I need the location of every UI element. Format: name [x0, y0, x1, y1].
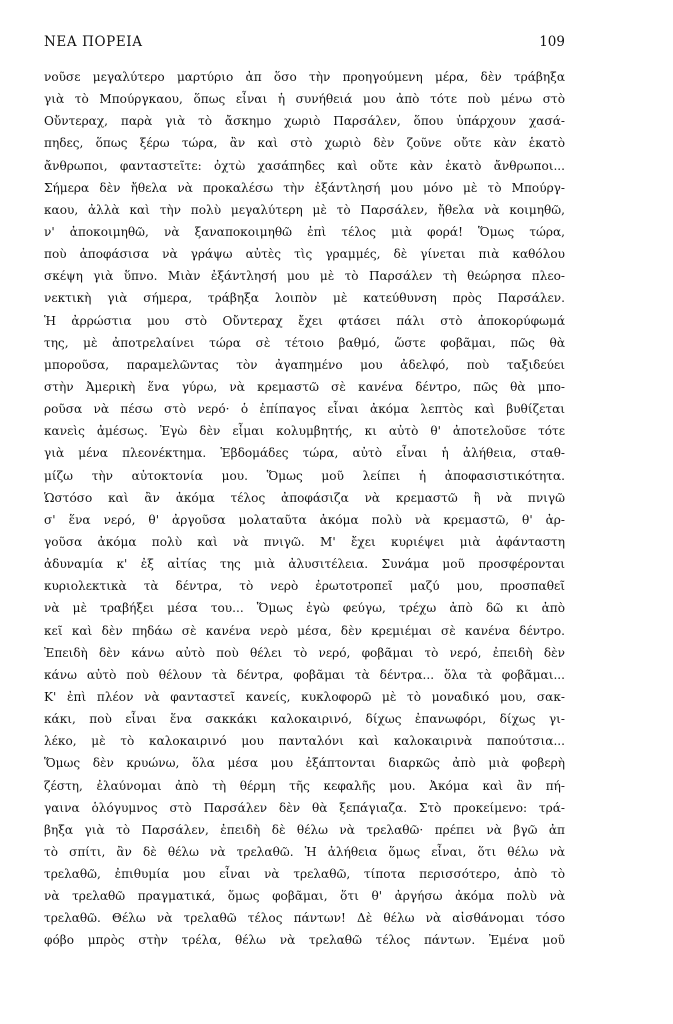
text-line: Ὅμως δὲν κρυώνω, ὅλα μέσα μου ἐξάπτονται διαρκῶς ἀπὸ μιὰ φοβερὴ [44, 756, 565, 771]
text-line: νὰ τρελαθῶ πραγματικά, ὅμως φοβᾶμαι, ὅτι θ' ἀργήσω ἀκόμα πολὺ νὰ [44, 889, 565, 904]
text-line: γιὰ μένα πλεονέκτημα. Ἑβδομάδες τώρα, αὐτὸ εἶναι ἡ ἀλήθεια, σταθ- [44, 446, 565, 461]
text-line: Ἡ ἀρρώστια μου στὸ Οὔντεραχ ἔχει φτάσει πάλι στὸ ἀποκορύφωμά [44, 313, 565, 328]
text-line: Σήμερα δὲν ἤθελα νὰ προκαλέσω τὴν ἐξάντλησή μου μόνο μὲ τὸ Μπούργ- [44, 180, 565, 195]
text-line: σ' ἕνα νερό, θ' ἀργοῦσα μολαταῦτα ἀκόμα πολὺ νὰ κρεμαστῶ, θ' ἀρ- [44, 512, 565, 527]
text-line: Ἐπειδὴ δὲν κάνω αὐτὸ ποὺ θέλει τὸ νερό, φοβᾶμαι τὸ νερό, ἐπειδὴ δὲν [44, 645, 565, 660]
text-line: γιὰ τὸ Μπούργκαου, ὅπως εἶναι ἡ συνήθειά μου ἀπὸ τότε ποὺ μένω στὸ [44, 92, 565, 107]
text-line: νὰ μὲ τραβήξει μέσα του... Ὅμως ἐγὼ φεύγω, τρέχω ἀπὸ δῶ κι ἀπὸ [44, 601, 565, 616]
text-line: κανεὶς ἀμέσως. Ἐγὼ δὲν εἶμαι κολυμβητής, κι αὐτὸ θ' ἀποτελοῦσε τότε [44, 424, 565, 439]
running-head [44, 34, 565, 56]
text-line: βηξα γιὰ τὸ Παρσάλεν, ἐπειδὴ δὲ θέλω νὰ τρελαθῶ· πρέπει νὰ βγῶ ἀπ [44, 822, 565, 837]
text-line: στὴν Ἀμερικὴ ἕνα γύρω, νὰ κρεμαστῶ σὲ κανένα δέντρο, πῶς θὰ μπο- [44, 379, 565, 394]
text-line: ροῦσα νὰ πέσω στὸ νερό· ὁ ἐπίπαγος εἶναι ἀκόμα λεπτὸς καὶ βυθίζεται [44, 402, 565, 417]
text-line: της, μὲ ἀποτρελαίνει τώρα σὲ τέτοιο βαθμό, ὥστε φοβᾶμαι, πῶς θὰ [44, 335, 565, 350]
text-line: κάνω αὐτὸ ποὺ θέλουν τὰ δέντρα, φοβᾶμαι τὰ δέντρα... ὅλα τὰ φοβᾶμαι... [44, 667, 565, 682]
text-line: νεκτικὴ γιὰ σήμερα, τράβηξα λοιπὸν μὲ κατεύθυνση πρὸς Παρσάλεν. [44, 291, 565, 306]
text-line: ζέστη, ἐλαύνομαι ἀπὸ τὴ θέρμη τῆς κεφαλῆς μου. Ἀκόμα καὶ ἂν πή- [44, 778, 565, 793]
text-line: ποὺ ἀποφάσισα νὰ γράψω αὐτὲς τὶς γραμμές, δὲ γίνεται πιὰ καθόλου [44, 247, 565, 262]
text-line: τρελαθῶ, ἐπιθυμία μου εἶναι νὰ τρελαθῶ, τίποτα περισσότερο, ἀπὸ τὸ [44, 867, 565, 882]
text-line: τρελαθῶ. Θέλω νὰ τρελαθῶ τέλος πάντων! Δὲ θέλω νὰ αἰσθάνομαι τόσο [44, 911, 565, 926]
text-line: κεῖ καὶ δὲν πηδάω σὲ κανένα νερὸ μέσα, δὲν κρεμιέμαι σὲ κανένα δέντρο. [44, 623, 565, 638]
text-line: νοῦσε μεγαλύτερο μαρτύριο ἀπ ὅσο τὴν προηγούμενη μέρα, δὲν τράβηξα [44, 70, 565, 84]
page-number: 109 [539, 34, 565, 50]
text-line: ἀδυναμία κ' ἐξ αἰτίας της μιὰ ἀλυσιτέλεια. Συνάμα μοῦ προσφέρονται [44, 557, 565, 572]
text-line: κάκι, ποὺ εἶναι ἕνα σακκάκι καλοκαιρινό, δίχως ἐπανωφόρι, δίχως γι- [44, 712, 565, 727]
text-line: γαινα ὁλόγυμνος στὸ Παρσάλεν δὲν θὰ ξεπάγιαζα. Στὸ προκείμενο: τρά- [44, 800, 565, 815]
text-line: μποροῦσα, παραμελῶντας τὸν ἀγαπημένο μου ἀδελφό, ποὺ ταξιδεύει [44, 357, 565, 372]
text-line: Οὔντεραχ, παρὰ γιὰ τὸ ἄσκημο χωριὸ Παρσάλεν, ὅπου ὑπάρχουν χασά- [44, 114, 565, 129]
text-line: σκέψη γιὰ ὕπνο. Μιὰν ἐξάντλησή μου μὲ τὸ Παρσάλεν τὴ θεώρησα πλεο- [44, 269, 565, 284]
text-line: τὸ σπίτι, ἂν δὲ θέλω νὰ τρελαθῶ. Ἡ ἀλήθεια ὅμως εἶναι, ὅτι θέλω νὰ [44, 844, 565, 859]
text-line: κυριολεκτικὰ τὰ δέντρα, τὸ νερὸ ἐρωτοτροπεῖ μαζύ μου, προσπαθεῖ [44, 579, 565, 594]
text-line: γοῦσα ἀκόμα πολὺ καὶ νὰ πνιγῶ. Μ' ἔχει κυριέψει μιὰ ἀφάνταστη [44, 534, 565, 549]
text-line: ν' ἀποκοιμηθῶ, νὰ ξαναποκοιμηθῶ ἐπὶ τέλος μιὰ φορά! Ὅμως τώρα, [44, 224, 565, 239]
text-line: Ὡστόσο καὶ ἂν ἀκόμα τέλος ἀποφάσιζα νὰ κρεμαστῶ ἢ νὰ πνιγῶ [44, 490, 565, 505]
text-line: καου, ἀλλὰ καὶ τὴν πολὺ μεγαλύτερη μὲ τὸ Παρσάλεν, ἤθελα νὰ κοιμηθῶ, [44, 202, 565, 217]
journal-title: ΝΕΑ ΠΟΡΕΙΑ [44, 34, 143, 50]
text-line: φόβο μπρὸς στὴν τρέλα, θέλω νὰ τρελαθῶ τέλος πάντων. Ἐμένα μοῦ [44, 933, 565, 948]
text-line: μίζω τὴν αὐτοκτονία μου. Ὅμως μοῦ λείπει ἡ ἀποφασιστικότητα. [44, 468, 565, 483]
text-line: πηδες, ὅπως ξέρω τώρα, ἂν καὶ στὸ χωριὸ δὲν ζοῦνε οὔτε κὰν ἑκατὸ [44, 136, 565, 151]
text-line: λέκο, μὲ τὸ καλοκαιρινό μου πανταλόνι καὶ καλοκαιρινὰ παπούτσια... [44, 734, 565, 749]
text-line: Κ' ἐπὶ πλέον νὰ φανταστεῖ κανείς, κυκλοφορῶ μὲ τὸ μοναδικό μου, σακ- [44, 689, 565, 704]
text-line: ἄνθρωποι, φανταστεῖτε: ὀχτὼ χασάπηδες καὶ οὔτε κὰν ἑκατὸ ἄνθρωποι... [44, 158, 565, 173]
body-text [44, 66, 565, 952]
